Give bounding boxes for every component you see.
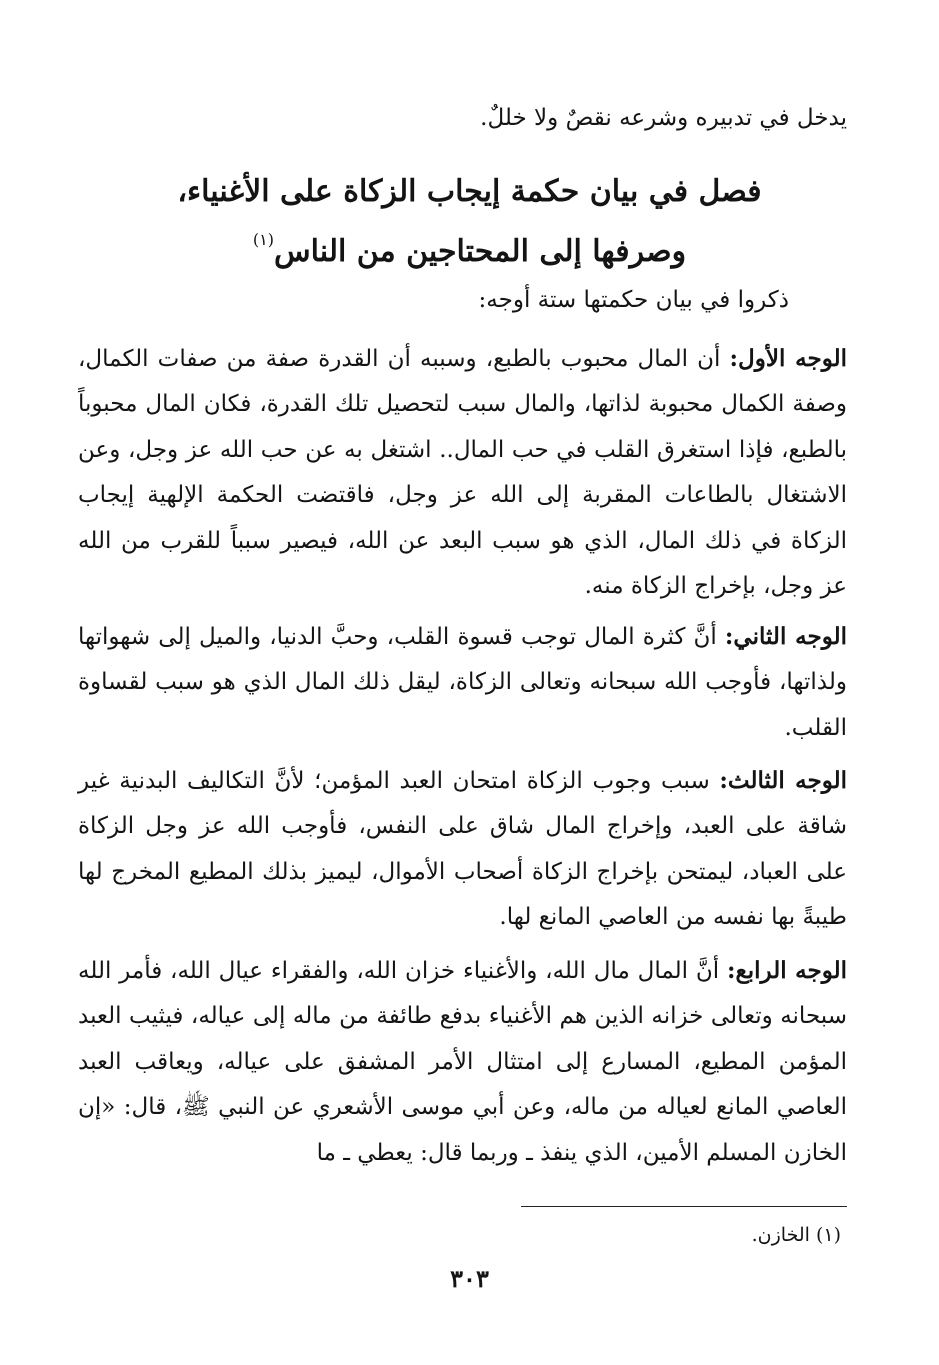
paragraph-text: سبب وجوب الزكاة امتحان العبد المؤمن؛ لأنَّ التكاليف البدنية غير شاقة على العبد، وإخراج المال شاق على النفس، فأوجب الله عز وجل الزكاة على العباد، ليمتحن بإخراج الزكاة أصحاب الأموال، ليميز بذلك المطيع المخرج لها طيبةً بها نفسه من العاصي المانع لها. (78, 768, 847, 931)
heading-line-2 (150, 216, 789, 276)
footnote-reference: (١) (252, 230, 274, 249)
paragraph-label: الوجه الثاني: (724, 623, 847, 650)
paragraph-text: أن المال محبوب بالطبع، وسببه أن القدرة صفة من صفات الكمال، وصفة الكمال محبوبة لذاتها، والمال سبب لتحصيل تلك القدرة، فكان المال محبوباً بالطبع، فإذا استغرق القلب في حب المال.. اشتغل به عن حب الله عز وجل، وعن الاشتغال بالطاعات المقربة إلى الله عز وجل، فاقتضت الحكمة الإلهية إيجاب الزكاة في ذلك المال، الذي هو سبب البعد عن الله، فيصير سبباً للقرب من الله عز وجل، بإخراج الزكاة منه. (78, 346, 847, 600)
paragraph-second-aspect (78, 614, 847, 751)
paragraph-label: الوجه الثالث: (719, 767, 847, 794)
heading-line-2-text: وصرفها إلى المحتاجين من الناس (274, 234, 687, 269)
footnote: (١) الخازن. (751, 1224, 841, 1246)
page-number: ٣٠٣ (450, 1264, 489, 1293)
lead-line: يدخل في تدبيره وشرعه نقصٌ ولا خللٌ. (480, 105, 847, 131)
intro-line: ذكروا في بيان حكمتها ستة أوجه: (478, 287, 789, 313)
section-heading (150, 168, 789, 276)
paragraph-fourth-aspect (78, 948, 847, 1176)
paragraph-text: أنَّ المال مال الله، والأغنياء خزان الله، والفقراء عيال الله، فأمر الله سبحانه وتعالى خزانه الذين هم الأغنياء بدفع طائفة من ماله إلى عياله، فيثيب العبد المؤمن المطيع، المسارع إلى امتثال الأمر المشفق على عياله، ويعاقب العبد العاصي المانع لعياله من ماله، وعن أبي موسى الأشعري عن النبي ﷺ، قال: «إن الخازن المسلم الأمين، الذي ينفذ ـ وربما قال: يعطي ـ ما (78, 958, 847, 1166)
heading-line-1: فصل في بيان حكمة إيجاب الزكاة على الأغنياء، (177, 174, 762, 209)
paragraph-text: أنَّ كثرة المال توجب قسوة القلب، وحبَّ الدنيا، والميل إلى شهواتها ولذاتها، فأوجب الله سبحانه وتعالى الزكاة، ليقل ذلك المال الذي هو سبب لقساوة القلب. (78, 624, 847, 741)
paragraph-first-aspect (78, 336, 847, 609)
paragraph-third-aspect (78, 758, 847, 941)
paragraph-label: الوجه الرابع: (727, 957, 847, 984)
footnote-separator (521, 1206, 847, 1207)
paragraph-label: الوجه الأول: (729, 345, 848, 372)
